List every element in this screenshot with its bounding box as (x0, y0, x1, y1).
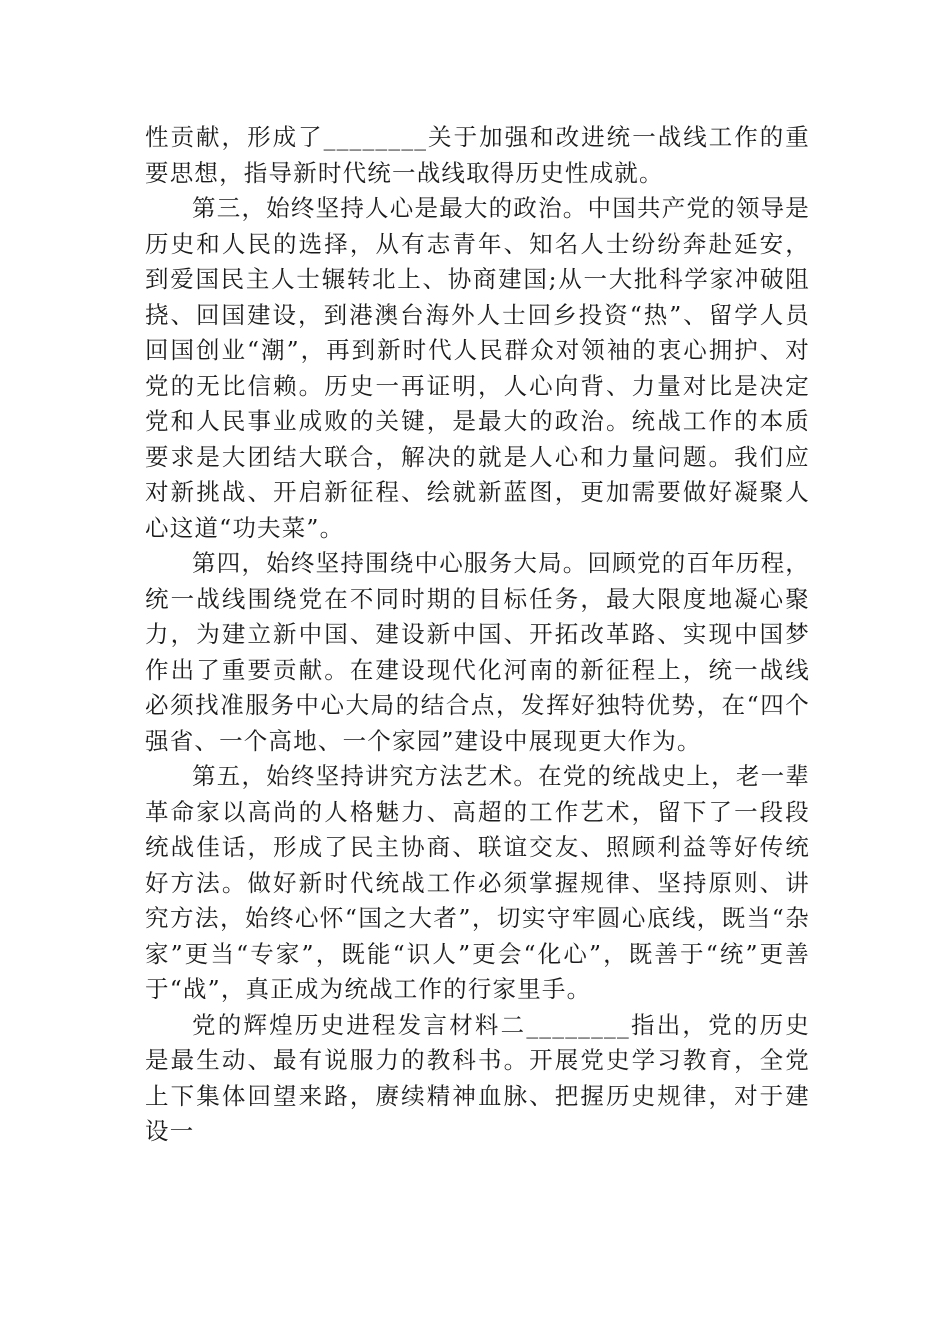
paragraph-fifth-point: 第五，始终坚持讲究方法艺术。在党的统战史上，老一辈革命家以高尚的人格魅力、高超的工作艺术，留下了一段段统战佳话，形成了民主协商、联谊交友、照顾利益等好传统好方法。做好新时代统战工作必须掌握规律、坚持原则、讲究方法，始终心怀“国之大者”，切实守牢圆心底线，既当“杂家”更当“专家”，既能“识人”更会“化心”，既善于“统”更善于“战”，真正成为统战工作的行家里手。 (145, 762, 810, 1003)
document-body (145, 120, 810, 1150)
paragraph-third-point: 第三，始终坚持人心是最大的政治。中国共产党的领导是历史和人民的选择，从有志青年、知名人士纷纷奔赴延安，到爱国民主人士辗转北上、协商建国;从一大批科学家冲破阻挠、回国建设，到港澳台海外人士回乡投资“热”、留学人员回国创业“潮”，再到新时代人民群众对领袖的衷心拥护、对党的无比信赖。历史一再证明，人心向背、力量对比是决定党和人民事业成败的关键，是最大的政治。统战工作的本质要求是大团结大联合，解决的就是人心和力量问题。我们应对新挑战、开启新征程、绘就新蓝图，更加需要做好凝聚人心这道“功夫菜”。 (145, 194, 810, 542)
paragraph-fourth-point: 第四，始终坚持围绕中心服务大局。回顾党的百年历程，统一战线围绕党在不同时期的目标任务，最大限度地凝心聚力，为建立新中国、建设新中国、开拓改革路、实现中国梦作出了重要贡献。在建设现代化河南的新征程上，统一战线必须找准服务中心大局的结合点，发挥好独特优势，在“四个强省、一个高地、一个家园”建设中展现更大作为。 (145, 549, 810, 755)
paragraph-material-two: 党的辉煌历史进程发言材料二________指出，党的历史是最生动、最有说服力的教科书。开展党史学习教育，全党上下集体回望来路，赓续精神血脉、把握历史规律，对于建设一 (145, 1010, 810, 1145)
paragraph-continuation: 性贡献，形成了________关于加强和改进统一战线工作的重要思想，指导新时代统一战线取得历史性成就。 (145, 123, 810, 187)
